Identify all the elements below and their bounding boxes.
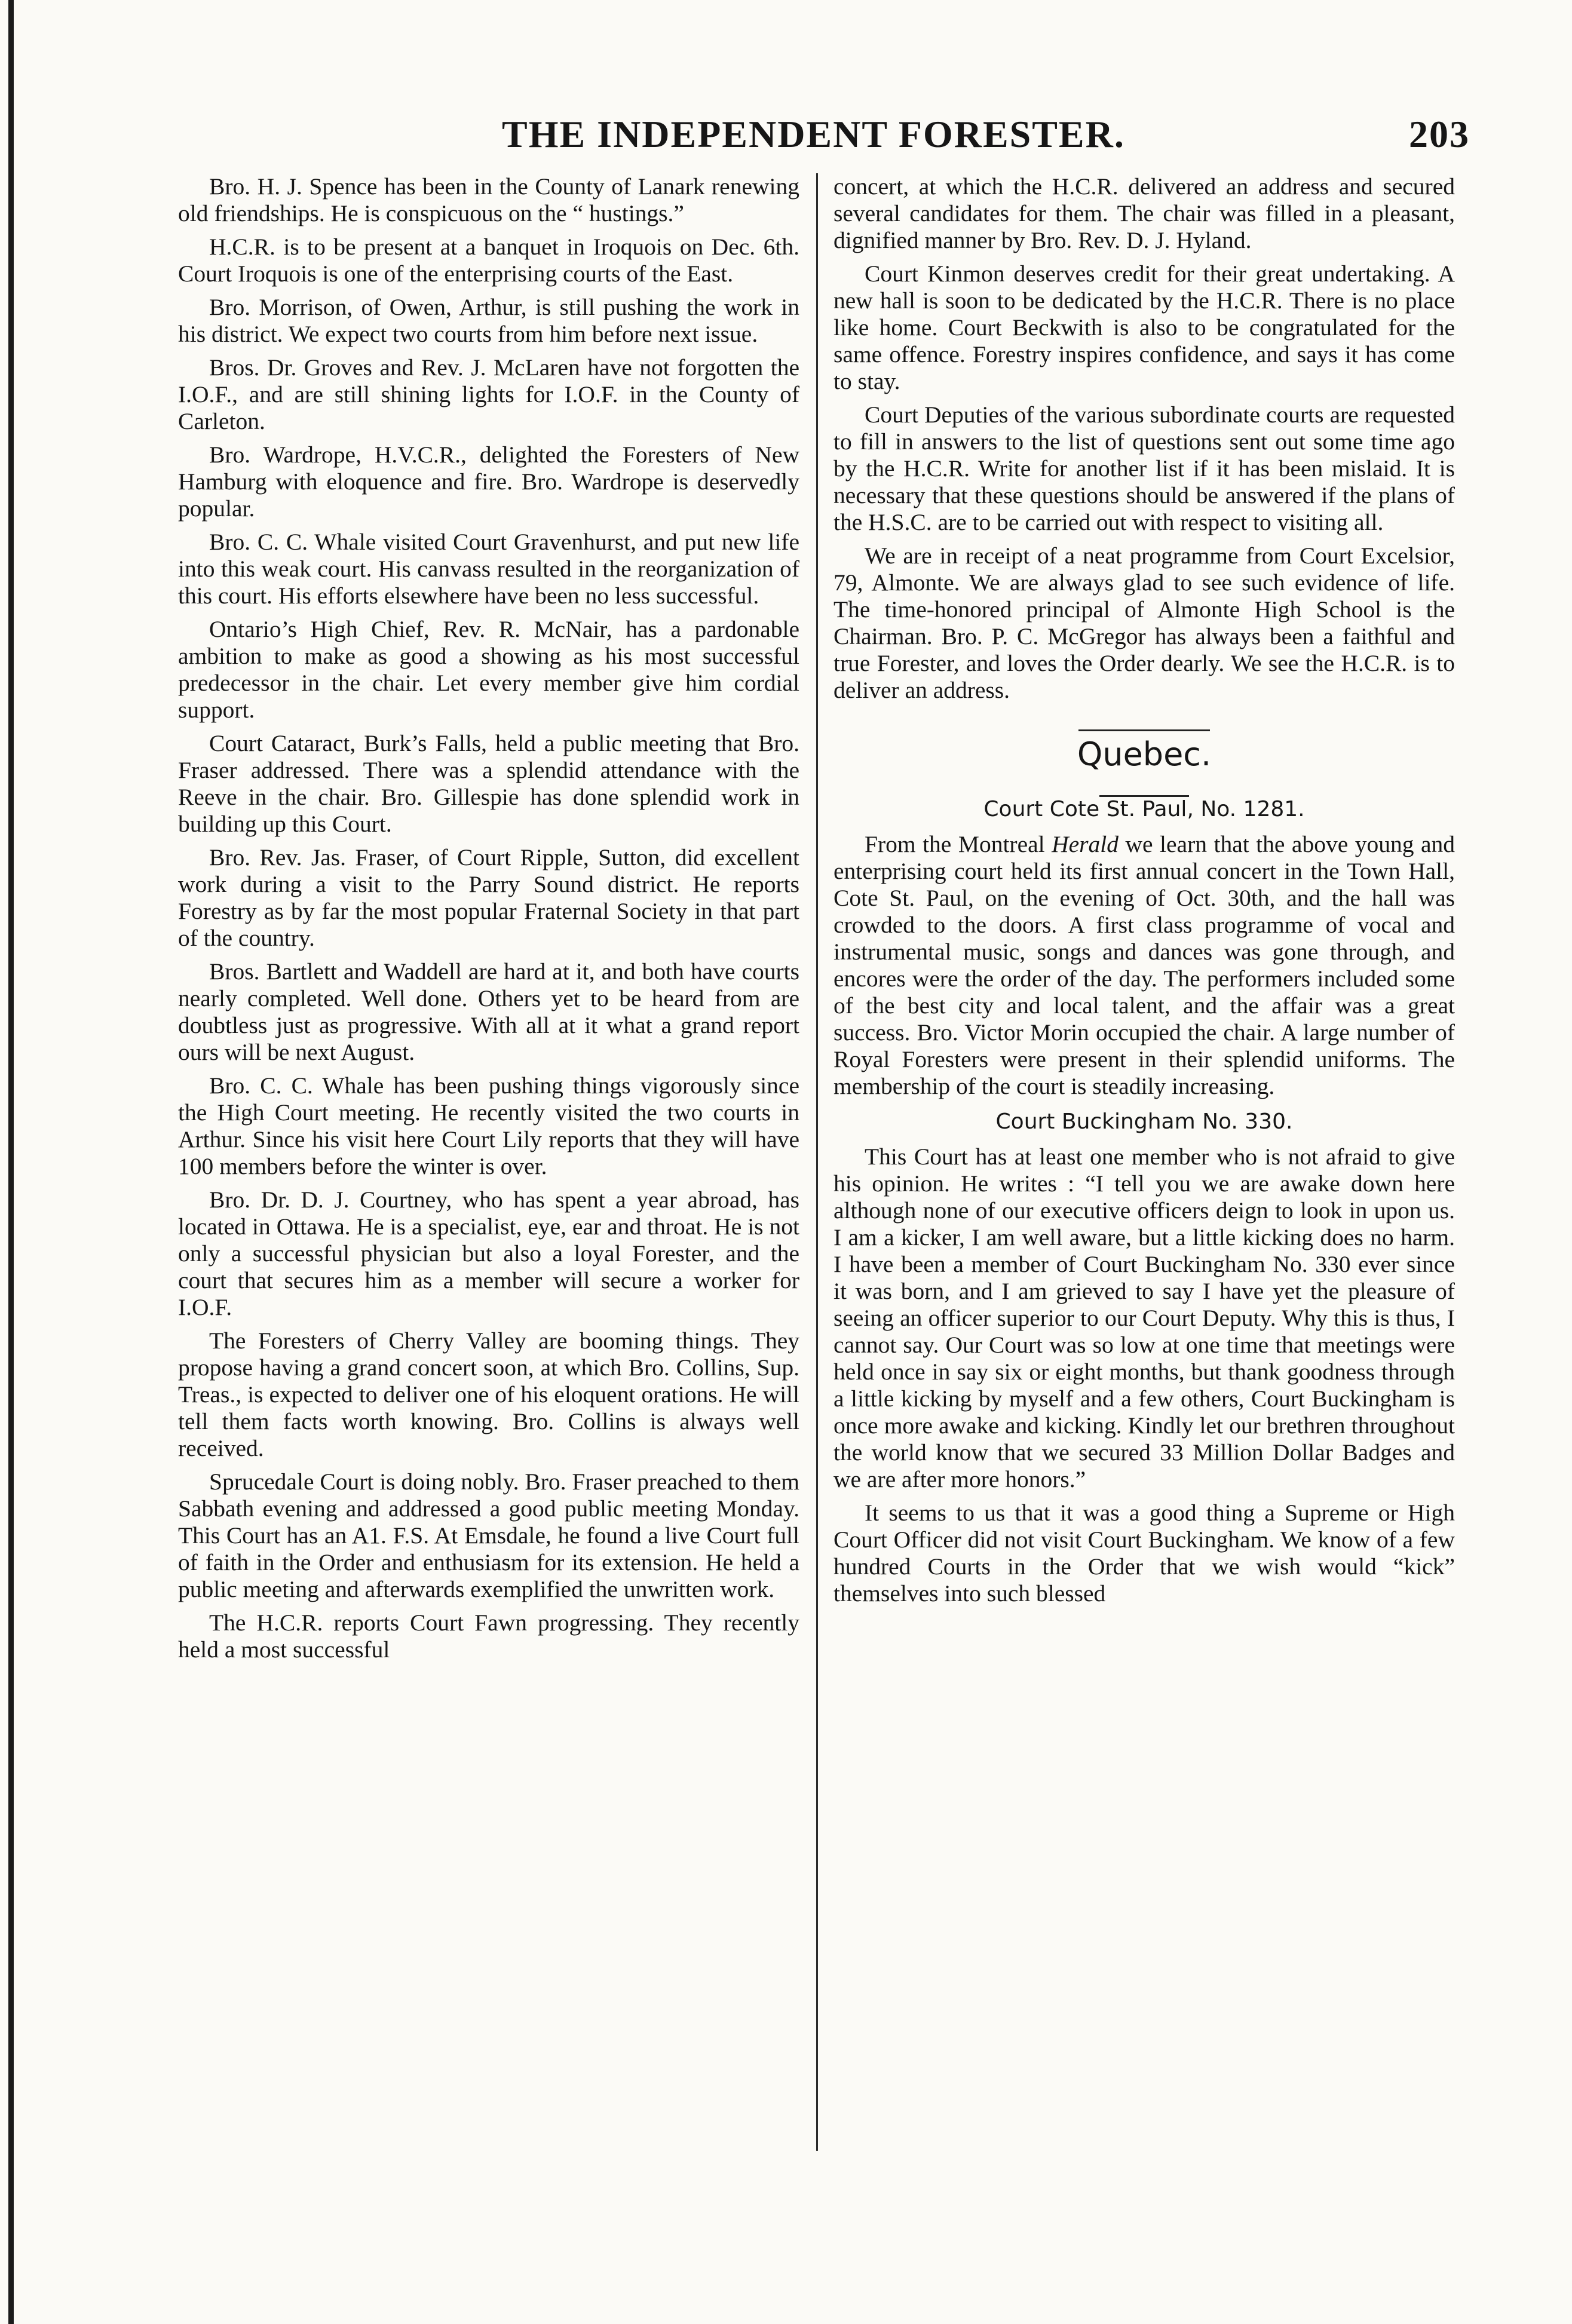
paragraph: It seems to us that it was a good thing a Supreme or High Court Officer did not visit Court Buckingham. We know of a few hundred Courts in the Order that we wish would “kick” themselves into such blessed: [834, 1500, 1455, 1606]
text-run: we learn that the above young and enterprising court held its first annual concert in the Town Hall, Cote St. Paul, on the evening of Oct. 30th, and the hall was crowded to the doors. A first class programme of vocal and instrumental music, songs and dances was gone through, and encores were the order of the day. The performers included some of the best city and local talent, and the affair was a great success. Bro. Victor Morin occupied the chair. A large number of Royal Foresters were present in their splendid uniforms. The membership of the court is steadily increasing.: [834, 831, 1455, 1099]
court-heading: Court Buckingham No. 330.: [995, 1109, 1293, 1134]
paragraph: Court Deputies of the various subordinate courts are requested to fill in answers to the list of questions sent out some time ago by the H.C.R. Write for another list if it has been mislaid. It is necessary that these questions should be answered if the plans of the H.S.C. are to be carried out with respect to visiting all.: [834, 401, 1455, 535]
paragraph: The Foresters of Cherry Valley are booming things. They propose having a grand concert soon, at which Bro. Collins, Sup. Treas., is expected to deliver one of his eloquent orations. He will tell them facts worth knowing. Bro. Collins is always well received.: [178, 1327, 799, 1461]
paragraph: Ontario’s High Chief, Rev. R. McNair, has a pardonable ambition to make as good a showing as his most successful predecessor in the chair. Let every member give him cordial support.: [178, 616, 799, 723]
paragraph: Bro. Morrison, of Owen, Arthur, is still pushing the work in his district. We expect two courts from him before next issue.: [178, 294, 799, 347]
paragraph: H.C.R. is to be present at a banquet in Iroquois on Dec. 6th. Court Iroquois is one of the enterprising courts of the East.: [178, 234, 799, 287]
journal-title: THE INDEPENDENT FORESTER.: [502, 113, 1125, 155]
scan-edge-shadow: [8, 0, 14, 2324]
continued-paragraph: concert, at which the H.C.R. delivered an address and secured several candidates for them. The chair was filled in a pleasant, dignified manner by Bro. Rev. D. J. Hyland.: [834, 173, 1455, 253]
right-column: [834, 173, 1455, 2175]
paragraph: Bro. C. C. Whale visited Court Gravenhurst, and put new life into this weak court. His canvass resulted in the reorganization of this court. His efforts elsewhere have been no less successful.: [178, 529, 799, 609]
paragraph: The H.C.R. reports Court Fawn progressing. They recently held a most successful: [178, 1609, 799, 1663]
paragraph: Bros. Bartlett and Waddell are hard at it, and both have courts nearly completed. Well done. Others yet to be heard from are doubtless just as progressive. With all at it what a grand report ours will be next August.: [178, 958, 799, 1065]
paragraph: [834, 831, 1455, 1100]
section-heading-quebec: Quebec.: [1077, 735, 1212, 773]
paragraph: Bro. C. C. Whale has been pushing things vigorously since the High Court meeting. He recently visited the two courts in Arthur. Since his visit here Court Lily reports that they will have 100 members before the winter is over.: [178, 1072, 799, 1179]
page-number: 203: [1409, 113, 1470, 155]
court-heading: Court Cote St. Paul, No. 1281.: [983, 797, 1305, 821]
paragraph: Bro. Wardrope, H.V.C.R., delighted the Foresters of New Hamburg with eloquence and fire. Bro. Wardrope is deservedly popular.: [178, 442, 799, 522]
left-column: [178, 173, 799, 2175]
heading-underline: [834, 776, 1455, 788]
text-run: From the Montreal: [865, 831, 1052, 857]
paragraph: Sprucedale Court is doing nobly. Bro. Fraser preached to them Sabbath evening and addressed a good public meeting Monday. This Court has an A1. F.S. At Emsdale, he found a live Court full of faith in the Order and enthusiasm for its extension. He held a public meeting and afterwards exemplified the unwritten work.: [178, 1468, 799, 1602]
paragraph: Bros. Dr. Groves and Rev. J. McLaren have not forgotten the I.O.F., and are still shining lights for I.O.F. in the County of Carleton.: [178, 354, 799, 434]
paragraph: We are in receipt of a neat programme from Court Excelsior, 79, Almonte. We are always glad to see such evidence of life. The time-honored principal of Almonte High School is the Chairman. Bro. P. C. McGregor has always been a faithful and true Forester, and loves the Order dearly. We see the H.C.R. is to deliver an address.: [834, 542, 1455, 703]
paragraph: Court Cataract, Burk’s Falls, held a public meeting that Bro. Fraser addressed. There was a splendid attendance with the Reeve in the chair. Bro. Gillespie has done splendid work in building up this Court.: [178, 730, 799, 837]
paragraph: Bro. Dr. D. J. Courtney, who has spent a year abroad, has located in Ottawa. He is a specialist, eye, ear and throat. He is not only a successful physician but also a loyal Forester, and the court that secures him as a member will secure a worker for I.O.F.: [178, 1186, 799, 1320]
paragraph: Court Kinmon deserves credit for their great undertaking. A new hall is soon to be dedicated by the H.C.R. There is no place like home. Court Beckwith is also to be congratulated for the same offence. Forestry inspires confidence, and says it has come to stay.: [834, 260, 1455, 394]
page-header: [179, 112, 1470, 160]
paragraph: Bro. H. J. Spence has been in the County of Lanark renewing old friendships. He is conspicuous on the “ hustings.”: [178, 173, 799, 226]
column-divider: [816, 173, 818, 2151]
newspaper-name: Herald: [1052, 831, 1119, 857]
paragraph: This Court has at least one member who is not afraid to give his opinion. He writes : “I tell you we are awake down here although none of our executive officers deign to look in upon us. I am a kicker, I am well aware, but a little kicking does no harm. I have been a member of Court Buckingham No. 330 ever since it was born, and I am grieved to say I have yet the pleasure of seeing an officer superior to our Court Deputy. Why this is thus, I cannot say. Our Court was so low at one time that meetings were held once in say six or eight months, but thank goodness through a little kicking by myself and a few others, Court Buckingham is once more awake and kicking. Kindly let our brethren throughout the world know that we secured 33 Million Dollar Badges and we are after more honors.”: [834, 1143, 1455, 1492]
ornamental-divider: [834, 710, 1455, 732]
paragraph: Bro. Rev. Jas. Fraser, of Court Ripple, Sutton, did excellent work during a visit to the Parry Sound district. He reports Forestry as by far the most popular Fraternal Society in that part of the country.: [178, 844, 799, 951]
